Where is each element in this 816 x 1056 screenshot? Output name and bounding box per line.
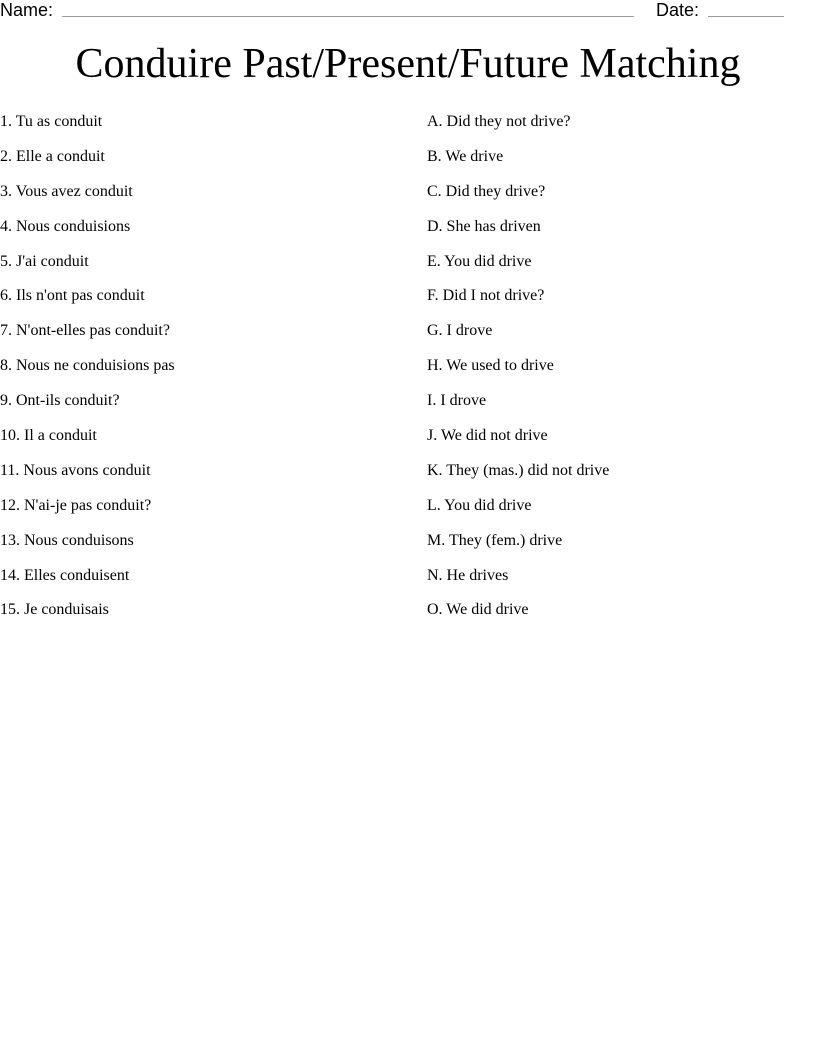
question-item: 10. Il a conduit [0, 427, 97, 445]
answer-item: B. We drive [427, 147, 504, 165]
question-item: 9. Ont-ils conduit? [0, 392, 120, 410]
answer-item: M. They (fem.) drive [427, 531, 563, 549]
question-item: 4. Nous conduisions [0, 217, 131, 235]
answer-item: A. Did they not drive? [427, 113, 571, 130]
name-label: Name: [0, 0, 54, 20]
question-item: 8. Nous ne conduisions pas [0, 357, 175, 375]
question-item: 15. Je conduisais [0, 601, 109, 619]
answer-item: C. Did they drive? [427, 182, 546, 200]
answer-item: G. I drove [427, 322, 493, 340]
date-label: Date: [656, 0, 700, 20]
question-item: 12. N'ai-je pas conduit? [0, 496, 152, 514]
date-blank-line [708, 16, 784, 17]
name-blank-line [62, 16, 634, 17]
answer-item: I. I drove [427, 392, 487, 410]
answer-item: L. You did drive [427, 496, 532, 514]
question-item: 14. Elles conduisent [0, 566, 130, 584]
question-list [0, 112, 410, 635]
answer-item: D. She has driven [427, 217, 541, 235]
answer-item: H. We used to drive [427, 357, 554, 375]
answer-item: K. They (mas.) did not drive [427, 461, 610, 479]
answer-list [427, 112, 816, 635]
question-item: 7. N'ont-elles pas conduit? [0, 322, 170, 340]
question-item: 2. Elle a conduit [0, 147, 105, 165]
answer-item: E. You did drive [427, 252, 532, 270]
question-item: 13. Nous conduisons [0, 531, 134, 549]
worksheet-title: Conduire Past/Present/Future Matching [75, 41, 741, 87]
question-item: 3. Vous avez conduit [0, 182, 133, 200]
answer-item: N. He drives [427, 566, 509, 584]
question-item: 1. Tu as conduit [0, 113, 103, 130]
question-item: 11. Nous avons conduit [0, 461, 151, 479]
question-item: 5. J'ai conduit [0, 252, 89, 270]
question-item: 6. Ils n'ont pas conduit [0, 287, 145, 305]
answer-item: J. We did not drive [427, 427, 548, 445]
worksheet-header [0, 0, 816, 24]
answer-item: O. We did drive [427, 601, 529, 619]
answer-item: F. Did I not drive? [427, 287, 545, 305]
